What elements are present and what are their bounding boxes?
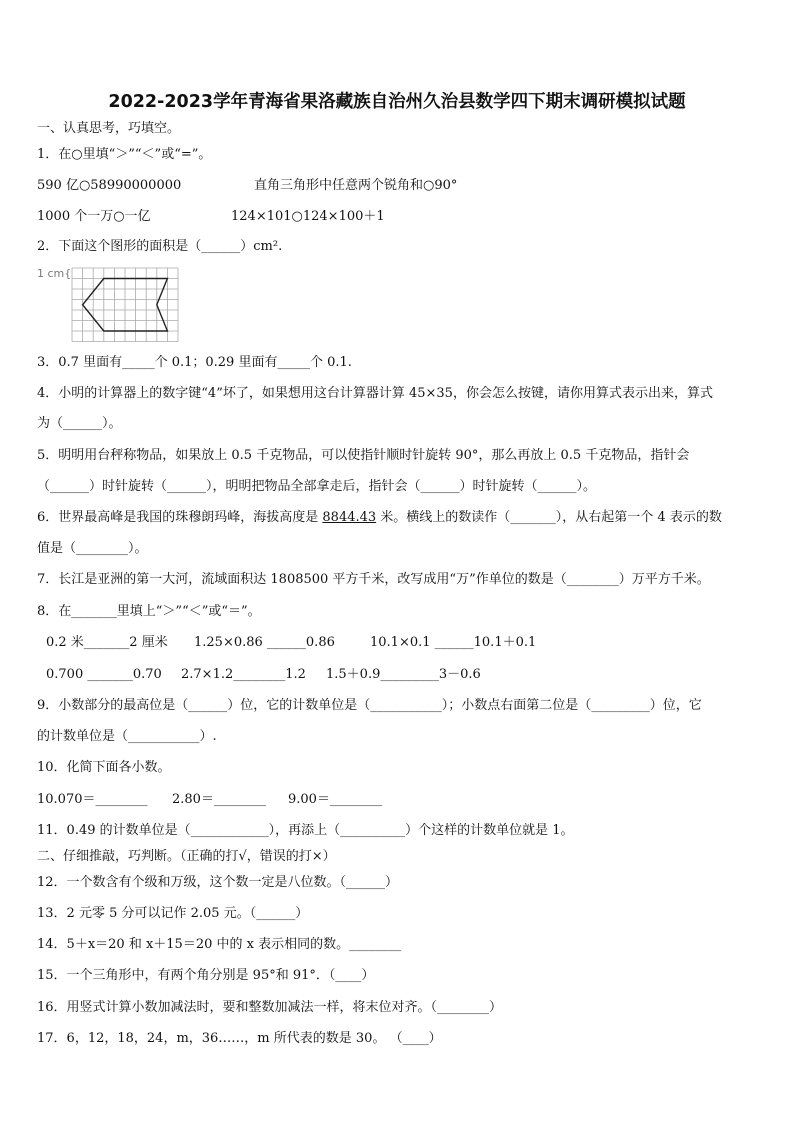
section-heading-judge: 二、仔细推敲，巧判断。（正确的打√，错误的打×）	[37, 849, 336, 864]
question-2-stem: 2．下面这个图形的面积是（______）cm².	[37, 239, 283, 254]
question-8-item-a: 0.2 米_______2 厘米	[46, 635, 168, 650]
question-6-line-1: 6．世界最高峰是我国的珠穆朗玛峰，海拔高度是 8844.43 米。横线上的数读作（_______），从右起第一个 4 表示的数	[37, 510, 722, 525]
question-17: 17．6，12，18，24，m，36……，m 所代表的数是 30。 （____）	[37, 1031, 442, 1046]
question-8-item-b: 1.25×0.86 ______0.86	[194, 635, 335, 650]
question-9-line-2: 的计数单位是（___________）.	[37, 729, 217, 744]
elevation-number: 8844.43	[322, 510, 377, 525]
question-16: 16．用竖式计算小数加减法时，要和整数加减法一样，将末位对齐。（________）	[37, 1000, 503, 1015]
question-5-line-2: （______）时针旋转（______），明明把物品全部拿走后，指针会（______）时针旋转（______）。	[37, 479, 597, 494]
question-8-item-f: 1.5＋0.9_________3－0.6	[326, 667, 481, 682]
question-10-item-c: 9.00＝________	[288, 792, 382, 807]
grid-figure	[37, 266, 187, 346]
question-13: 13．2 元零 5 分可以记作 2.05 元。（______）	[37, 906, 309, 921]
question-14: 14．5＋x＝20 和 x＋15＝20 中的 x 表示相同的数。________	[37, 937, 402, 952]
question-8-stem: 8．在_______里填上“＞”“＜”或“＝”。	[37, 604, 261, 619]
area-figure	[37, 266, 187, 346]
question-10-item-b: 2.80＝________	[172, 792, 266, 807]
question-7: 7．长江是亚洲的第一大河，流域面积达 1808500 平方千米，改写成用“万”作单位的数是（________）万平方千米。	[37, 572, 710, 587]
page-title: 2022-2023学年青海省果洛藏族自治州久治县数学四下期末调研模拟试题	[108, 92, 686, 112]
question-1-item-c: 1000 个一万○一亿	[37, 209, 151, 224]
question-8-item-e: 2.7×1.2________1.2	[181, 667, 306, 682]
question-1-item-b: 直角三角形中任意两个锐角和○90°	[254, 178, 458, 193]
question-1-item-a: 590 亿○58990000000	[37, 178, 182, 193]
question-4-line-2: 为（______）。	[37, 416, 122, 431]
question-15: 15．一个三角形中，有两个角分别是 95°和 91°．（____）	[37, 968, 375, 983]
question-11: 11．0.49 的计数单位是（____________），再添上（__________）个这样的计数单位就是 1。	[37, 823, 574, 838]
question-1-item-d: 124×101○124×100＋1	[231, 209, 385, 224]
question-5-line-1: 5．明明用台秤称物品，如果放上 0.5 千克物品，可以使指针顺时针旋转 90°，那么再放上 0.5 千克物品，指针会	[37, 448, 690, 463]
question-10-item-a: 10.070＝________	[37, 792, 148, 807]
section-heading-fill: 一、认真思考，巧填空。	[37, 121, 181, 136]
question-12: 12．一个数含有个级和万级，这个数一定是八位数。（______）	[37, 875, 399, 890]
question-1-stem: 1．在○里填“＞”“＜”或“=”。	[37, 147, 212, 162]
question-9-line-1: 9．小数部分的最高位是（______）位，它的计数单位是（___________）；小数点右面第二位是（_________）位，它	[37, 698, 702, 713]
question-3: 3．0.7 里面有_____个 0.1；0.29 里面有_____个 0.1.	[37, 355, 352, 370]
question-6-line-2: 值是（________）。	[37, 541, 148, 556]
question-8-item-c: 10.1×0.1 ______10.1＋0.1	[370, 635, 537, 650]
question-4-line-1: 4．小明的计算器上的数字键“4”坏了，如果想用这台计算器计算 45×35，你会怎么按键，请你用算式表示出来，算式	[37, 386, 713, 401]
question-8-item-d: 0.700 _______0.70	[46, 667, 162, 682]
unit-label: 1 cm{	[37, 267, 72, 280]
question-10-stem: 10．化简下面各小数。	[37, 760, 171, 775]
